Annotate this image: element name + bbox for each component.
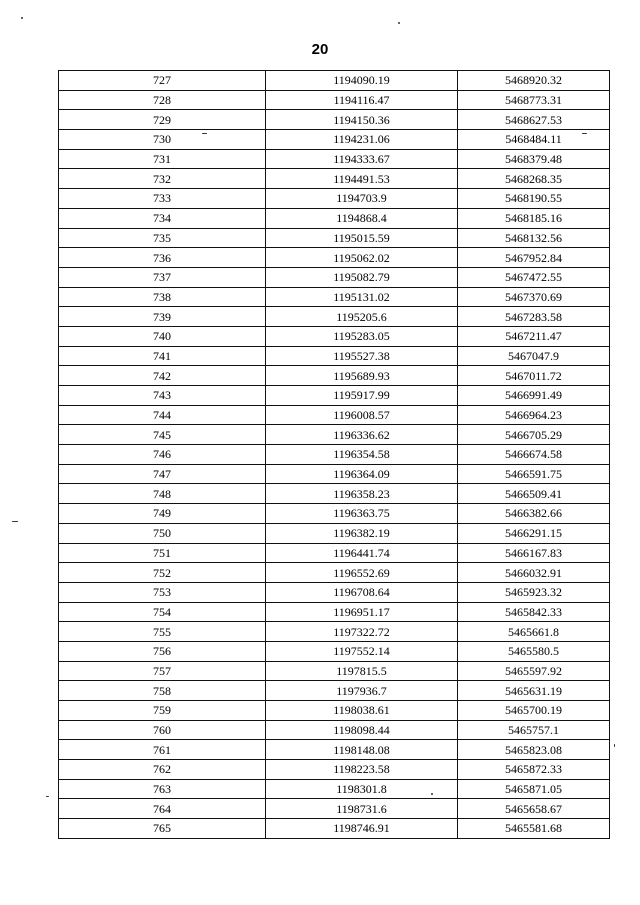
x-coordinate-cell: 1194150.36	[266, 110, 458, 130]
x-coordinate-cell: 1197936.7	[266, 681, 458, 701]
table-row	[59, 110, 610, 130]
x-coordinate-cell: 1196364.09	[266, 464, 458, 484]
x-coordinate-cell: 1196336.62	[266, 425, 458, 445]
table-row	[59, 425, 610, 445]
point-number-cell: 735	[59, 228, 266, 248]
table-row	[59, 602, 610, 622]
point-number-cell: 742	[59, 366, 266, 386]
table-row	[59, 189, 610, 209]
table-row	[59, 248, 610, 268]
x-coordinate-cell: 1198301.8	[266, 779, 458, 799]
table-row	[59, 523, 610, 543]
table-row	[59, 267, 610, 287]
table-row	[59, 779, 610, 799]
x-coordinate-cell: 1198746.91	[266, 819, 458, 839]
point-number-cell: 753	[59, 582, 266, 602]
y-coordinate-cell: 5466991.49	[458, 386, 610, 406]
y-coordinate-cell: 5466964.23	[458, 405, 610, 425]
x-coordinate-cell: 1194090.19	[266, 71, 458, 91]
point-number-cell: 729	[59, 110, 266, 130]
scan-speck	[614, 744, 615, 747]
y-coordinate-cell: 5468627.53	[458, 110, 610, 130]
x-coordinate-cell: 1198098.44	[266, 720, 458, 740]
scan-speck	[21, 17, 23, 19]
point-number-cell: 759	[59, 701, 266, 721]
y-coordinate-cell: 5465700.19	[458, 701, 610, 721]
table-row	[59, 346, 610, 366]
x-coordinate-cell: 1195527.38	[266, 346, 458, 366]
table-row	[59, 681, 610, 701]
y-coordinate-cell: 5467472.55	[458, 267, 610, 287]
table-row	[59, 71, 610, 91]
y-coordinate-cell: 5466167.83	[458, 543, 610, 563]
table-row	[59, 819, 610, 839]
point-number-cell: 731	[59, 149, 266, 169]
point-number-cell: 734	[59, 208, 266, 228]
page-number: 20	[311, 41, 329, 58]
point-number-cell: 755	[59, 622, 266, 642]
y-coordinate-cell: 5466382.66	[458, 504, 610, 524]
table-row	[59, 405, 610, 425]
x-coordinate-cell: 1195283.05	[266, 326, 458, 346]
table-row	[59, 760, 610, 780]
x-coordinate-cell: 1196354.58	[266, 445, 458, 465]
table-row	[59, 287, 610, 307]
point-number-cell: 736	[59, 248, 266, 268]
y-coordinate-cell: 5465658.67	[458, 799, 610, 819]
point-number-cell: 750	[59, 523, 266, 543]
x-coordinate-cell: 1195205.6	[266, 307, 458, 327]
point-number-cell: 741	[59, 346, 266, 366]
scan-speck	[202, 133, 207, 134]
point-number-cell: 733	[59, 189, 266, 209]
table-row	[59, 701, 610, 721]
point-number-cell: 765	[59, 819, 266, 839]
scan-speck	[582, 133, 587, 134]
y-coordinate-cell: 5465842.33	[458, 602, 610, 622]
table-row	[59, 799, 610, 819]
scan-speck	[431, 793, 433, 795]
y-coordinate-cell: 5466509.41	[458, 484, 610, 504]
table-row	[59, 543, 610, 563]
point-number-cell: 751	[59, 543, 266, 563]
table-row	[59, 208, 610, 228]
x-coordinate-cell: 1196552.69	[266, 563, 458, 583]
x-coordinate-cell: 1198038.61	[266, 701, 458, 721]
point-number-cell: 740	[59, 326, 266, 346]
table-row	[59, 641, 610, 661]
y-coordinate-cell: 5467011.72	[458, 366, 610, 386]
point-number-cell: 746	[59, 445, 266, 465]
table-row	[59, 90, 610, 110]
y-coordinate-cell: 5465823.08	[458, 740, 610, 760]
y-coordinate-cell: 5468773.31	[458, 90, 610, 110]
table-row	[59, 169, 610, 189]
scan-speck	[398, 22, 400, 24]
point-number-cell: 761	[59, 740, 266, 760]
table-row	[59, 149, 610, 169]
y-coordinate-cell: 5468132.56	[458, 228, 610, 248]
scan-speck	[12, 521, 18, 522]
point-number-cell: 754	[59, 602, 266, 622]
y-coordinate-cell: 5468920.32	[458, 71, 610, 91]
y-coordinate-cell: 5467047.9	[458, 346, 610, 366]
point-number-cell: 747	[59, 464, 266, 484]
x-coordinate-cell: 1194868.4	[266, 208, 458, 228]
y-coordinate-cell: 5465923.32	[458, 582, 610, 602]
point-number-cell: 728	[59, 90, 266, 110]
x-coordinate-cell: 1196441.74	[266, 543, 458, 563]
x-coordinate-cell: 1198731.6	[266, 799, 458, 819]
point-number-cell: 762	[59, 760, 266, 780]
y-coordinate-cell: 5466705.29	[458, 425, 610, 445]
point-number-cell: 737	[59, 267, 266, 287]
x-coordinate-cell: 1196008.57	[266, 405, 458, 425]
point-number-cell: 764	[59, 799, 266, 819]
x-coordinate-cell: 1197552.14	[266, 641, 458, 661]
table-row	[59, 563, 610, 583]
x-coordinate-cell: 1194491.53	[266, 169, 458, 189]
y-coordinate-cell: 5465661.8	[458, 622, 610, 642]
x-coordinate-cell: 1197815.5	[266, 661, 458, 681]
table-row	[59, 740, 610, 760]
table-row	[59, 386, 610, 406]
point-number-cell: 752	[59, 563, 266, 583]
point-number-cell: 743	[59, 386, 266, 406]
point-number-cell: 739	[59, 307, 266, 327]
table-row	[59, 582, 610, 602]
y-coordinate-cell: 5465757.1	[458, 720, 610, 740]
x-coordinate-cell: 1194231.06	[266, 130, 458, 150]
x-coordinate-cell: 1198148.08	[266, 740, 458, 760]
table-row	[59, 504, 610, 524]
point-number-cell: 727	[59, 71, 266, 91]
y-coordinate-cell: 5468484.11	[458, 130, 610, 150]
y-coordinate-cell: 5465631.19	[458, 681, 610, 701]
table-row	[59, 366, 610, 386]
y-coordinate-cell: 5468185.16	[458, 208, 610, 228]
y-coordinate-cell: 5465872.33	[458, 760, 610, 780]
y-coordinate-cell: 5466032.91	[458, 563, 610, 583]
table-row	[59, 307, 610, 327]
x-coordinate-cell: 1196951.17	[266, 602, 458, 622]
y-coordinate-cell: 5466674.58	[458, 445, 610, 465]
point-number-cell: 732	[59, 169, 266, 189]
y-coordinate-cell: 5466591.75	[458, 464, 610, 484]
table-row	[59, 130, 610, 150]
point-number-cell: 738	[59, 287, 266, 307]
point-number-cell: 744	[59, 405, 266, 425]
x-coordinate-cell: 1198223.58	[266, 760, 458, 780]
x-coordinate-cell: 1194333.67	[266, 149, 458, 169]
point-number-cell: 758	[59, 681, 266, 701]
y-coordinate-cell: 5465597.92	[458, 661, 610, 681]
y-coordinate-cell: 5466291.15	[458, 523, 610, 543]
x-coordinate-cell: 1196708.64	[266, 582, 458, 602]
y-coordinate-cell: 5467211.47	[458, 326, 610, 346]
x-coordinate-cell: 1196382.19	[266, 523, 458, 543]
x-coordinate-cell: 1195131.02	[266, 287, 458, 307]
x-coordinate-cell: 1197322.72	[266, 622, 458, 642]
table-row	[59, 464, 610, 484]
y-coordinate-cell: 5467283.58	[458, 307, 610, 327]
table-row	[59, 720, 610, 740]
x-coordinate-cell: 1195917.99	[266, 386, 458, 406]
y-coordinate-cell: 5465871.05	[458, 779, 610, 799]
coordinates-table-body	[59, 71, 610, 839]
y-coordinate-cell: 5468379.48	[458, 149, 610, 169]
table-row	[59, 445, 610, 465]
point-number-cell: 760	[59, 720, 266, 740]
point-number-cell: 749	[59, 504, 266, 524]
y-coordinate-cell: 5465581.68	[458, 819, 610, 839]
x-coordinate-cell: 1194703.9	[266, 189, 458, 209]
scan-speck	[46, 796, 49, 797]
table-row	[59, 622, 610, 642]
point-number-cell: 756	[59, 641, 266, 661]
coordinates-table	[58, 70, 610, 839]
point-number-cell: 757	[59, 661, 266, 681]
x-coordinate-cell: 1196358.23	[266, 484, 458, 504]
y-coordinate-cell: 5468190.55	[458, 189, 610, 209]
point-number-cell: 748	[59, 484, 266, 504]
point-number-cell: 763	[59, 779, 266, 799]
point-number-cell: 730	[59, 130, 266, 150]
table-row	[59, 661, 610, 681]
x-coordinate-cell: 1196363.75	[266, 504, 458, 524]
y-coordinate-cell: 5468268.35	[458, 169, 610, 189]
y-coordinate-cell: 5465580.5	[458, 641, 610, 661]
table-row	[59, 326, 610, 346]
point-number-cell: 745	[59, 425, 266, 445]
x-coordinate-cell: 1195689.93	[266, 366, 458, 386]
x-coordinate-cell: 1195062.02	[266, 248, 458, 268]
x-coordinate-cell: 1195082.79	[266, 267, 458, 287]
table-row	[59, 228, 610, 248]
y-coordinate-cell: 5467952.84	[458, 248, 610, 268]
x-coordinate-cell: 1195015.59	[266, 228, 458, 248]
y-coordinate-cell: 5467370.69	[458, 287, 610, 307]
table-row	[59, 484, 610, 504]
x-coordinate-cell: 1194116.47	[266, 90, 458, 110]
